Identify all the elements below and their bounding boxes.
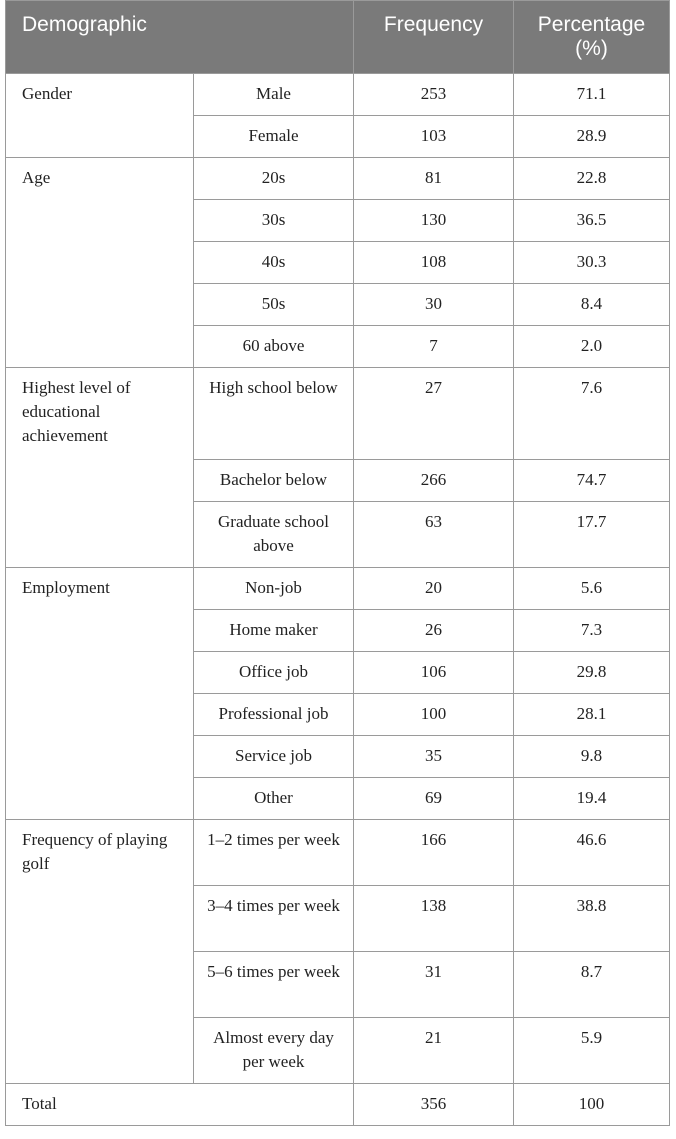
percentage-cell: 9.8 [514,736,670,778]
percentage-cell: 30.3 [514,242,670,284]
frequency-cell: 20 [354,568,514,610]
subcategory-cell: Home maker [194,610,354,652]
percentage-cell: 29.8 [514,652,670,694]
subcategory-cell: Bachelor below [194,460,354,502]
category-cell: Gender [6,74,194,158]
subcategory-cell: 1–2 times per week [194,820,354,886]
subcategory-cell: Professional job [194,694,354,736]
percentage-cell: 2.0 [514,326,670,368]
subcategory-cell: Female [194,116,354,158]
percentage-cell: 38.8 [514,886,670,952]
frequency-cell: 26 [354,610,514,652]
subcategory-cell: Graduate school above [194,502,354,568]
frequency-cell: 27 [354,368,514,460]
subcategory-cell: 30s [194,200,354,242]
frequency-cell: 100 [354,694,514,736]
subcategory-cell: Non-job [194,568,354,610]
total-row [6,1084,670,1126]
subcategory-cell: Almost every day per week [194,1018,354,1084]
header-percentage: Percentage (%) [514,1,670,74]
frequency-cell: 166 [354,820,514,886]
frequency-cell: 30 [354,284,514,326]
percentage-cell: 7.6 [514,368,670,460]
subcategory-cell: High school below [194,368,354,460]
table-row [6,820,670,886]
subcategory-cell: 60 above [194,326,354,368]
percentage-cell: 28.1 [514,694,670,736]
frequency-cell: 35 [354,736,514,778]
frequency-cell: 106 [354,652,514,694]
subcategory-cell: Office job [194,652,354,694]
total-percentage: 100 [514,1084,670,1126]
subcategory-cell: Male [194,74,354,116]
table-row [6,158,670,200]
frequency-cell: 7 [354,326,514,368]
frequency-cell: 81 [354,158,514,200]
percentage-cell: 28.9 [514,116,670,158]
percentage-cell: 5.9 [514,1018,670,1084]
table-row [6,74,670,116]
frequency-cell: 138 [354,886,514,952]
subcategory-cell: 20s [194,158,354,200]
demographics-table [5,0,670,1126]
subcategory-cell: 3–4 times per week [194,886,354,952]
frequency-cell: 103 [354,116,514,158]
subcategory-cell: 40s [194,242,354,284]
percentage-cell: 19.4 [514,778,670,820]
frequency-cell: 21 [354,1018,514,1084]
table-row [6,568,670,610]
percentage-cell: 8.7 [514,952,670,1018]
frequency-cell: 69 [354,778,514,820]
percentage-cell: 8.4 [514,284,670,326]
frequency-cell: 108 [354,242,514,284]
table-body [6,74,670,1126]
subcategory-cell: 5–6 times per week [194,952,354,1018]
percentage-cell: 46.6 [514,820,670,886]
subcategory-cell: Service job [194,736,354,778]
category-cell: Frequency of playing golf [6,820,194,1084]
header-demographic: Demographic [6,1,354,74]
frequency-cell: 63 [354,502,514,568]
percentage-cell: 71.1 [514,74,670,116]
category-cell: Highest level of educational achievement [6,368,194,568]
percentage-cell: 17.7 [514,502,670,568]
percentage-cell: 22.8 [514,158,670,200]
percentage-cell: 74.7 [514,460,670,502]
percentage-cell: 5.6 [514,568,670,610]
table-header [6,1,670,74]
frequency-cell: 253 [354,74,514,116]
frequency-cell: 266 [354,460,514,502]
frequency-cell: 130 [354,200,514,242]
percentage-cell: 36.5 [514,200,670,242]
frequency-cell: 31 [354,952,514,1018]
subcategory-cell: 50s [194,284,354,326]
category-cell: Age [6,158,194,368]
total-label: Total [6,1084,354,1126]
total-frequency: 356 [354,1084,514,1126]
percentage-cell: 7.3 [514,610,670,652]
subcategory-cell: Other [194,778,354,820]
category-cell: Employment [6,568,194,820]
table-row [6,368,670,460]
header-frequency: Frequency [354,1,514,74]
